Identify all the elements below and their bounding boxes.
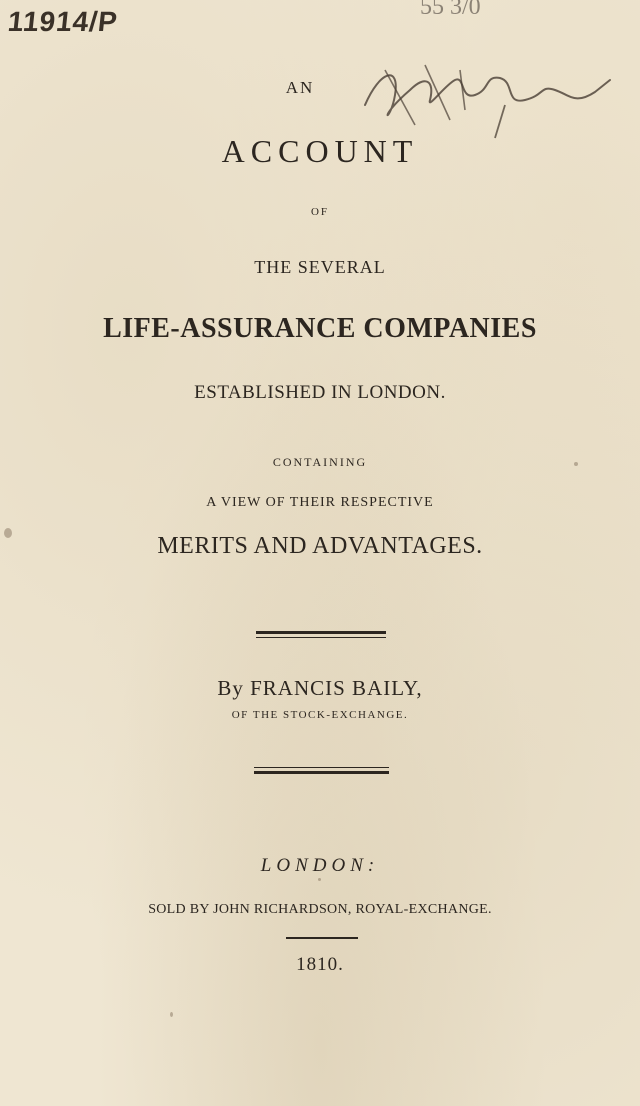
subtitle-merits: MERITS AND ADVANTAGES. bbox=[157, 533, 483, 559]
foxing-spot bbox=[4, 528, 12, 538]
foxing-spot bbox=[574, 462, 578, 466]
imprint-seller: SOLD BY JOHN RICHARDSON, ROYAL-EXCHANGE. bbox=[148, 902, 492, 917]
title-an: AN bbox=[285, 78, 315, 97]
title-companies: LIFE-ASSURANCE COMPANIES bbox=[103, 313, 537, 344]
author-byline bbox=[0, 676, 640, 701]
foxing-spot bbox=[170, 1012, 173, 1017]
top-annotation: 55 3/0 bbox=[420, 0, 481, 20]
shelfmark-annotation: 11914/P bbox=[6, 6, 120, 37]
author-by: By bbox=[217, 676, 244, 700]
foxing-spot bbox=[318, 878, 321, 881]
divider-rule-top-thin bbox=[256, 637, 386, 638]
title-established: ESTABLISHED IN LONDON. bbox=[194, 382, 446, 403]
divider-rule-middle bbox=[254, 771, 389, 774]
author-name: FRANCIS BAILY, bbox=[250, 676, 423, 700]
title-the-several: THE SEVERAL bbox=[254, 257, 386, 277]
author-affiliation: OF THE STOCK-EXCHANGE. bbox=[231, 709, 409, 721]
title-account: ACCOUNT bbox=[221, 133, 419, 169]
divider-rule-top bbox=[256, 631, 386, 634]
imprint-year: 1810. bbox=[296, 954, 344, 975]
imprint-place: LONDON: bbox=[260, 855, 380, 876]
subtitle-containing: CONTAINING bbox=[272, 455, 368, 469]
divider-rule-bottom bbox=[286, 937, 358, 939]
subtitle-view: A VIEW OF THEIR RESPECTIVE bbox=[206, 495, 434, 510]
divider-rule-middle-thin bbox=[254, 767, 389, 768]
title-of: OF bbox=[310, 206, 330, 218]
